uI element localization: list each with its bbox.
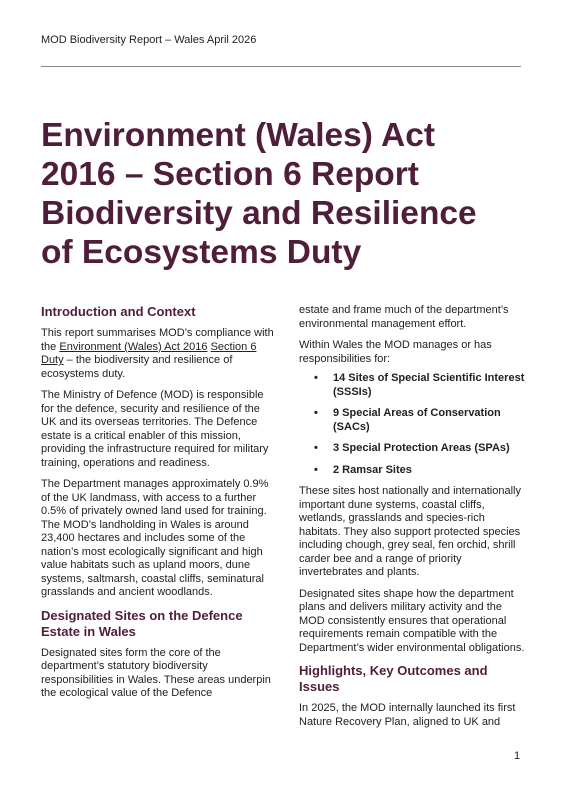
page-title — [41, 116, 531, 272]
title-line: Environment (Wales) Act — [41, 117, 435, 154]
intro-heading: Introduction and Context — [41, 304, 196, 319]
title-line: 2016 – Section 6 Report — [41, 156, 419, 193]
designated-sites-list — [299, 372, 527, 477]
bullet-icon: • — [314, 372, 318, 384]
list-item — [299, 372, 527, 399]
designated-sites-heading: Designated Sites on the Defence Estate in Wales — [41, 607, 243, 639]
bullet-icon: • — [314, 407, 318, 419]
section-6-duty-link[interactable]: Section 6 Duty — [41, 340, 257, 366]
highlights-paragraph: In 2025, the MOD internally launched its first Nature Recovery Plan, aligned to UK and — [299, 702, 516, 728]
mod-responsibility-paragraph: The Ministry of Defence (MOD) is responsible for the defence, security and resilience of the UK and its overseas territories. The Defence estate is a critical enabler of this mission, providing the infrastructure required for military training, operations and readiness. — [41, 389, 269, 469]
list-item — [299, 442, 527, 456]
bullet-icon: • — [314, 463, 318, 476]
designated-sites-paragraph: Designated sites form the core of the department’s statutory biodiversity responsibilities in Wales. These areas underpin the ecological value of the Defence — [41, 646, 271, 699]
landholding-paragraph: The Department manages approximately 0.9% of the UK landmass, with access to a further 0.5% of privately owned land used for training. The MOD’s landholding in Wales is around 23,400 hectares and includes some of the nation’s most ecologically significant and high value habitats such as upland moors, dune systems, saltmarsh, coastal cliffs, seminatural grasslands and ancient woodlands. — [41, 478, 269, 598]
left-column — [41, 304, 277, 701]
right-column — [299, 304, 527, 729]
list-item-text: 3 Special Protection Areas (SPAs) — [333, 442, 510, 454]
bullet-icon: • — [314, 442, 318, 454]
list-item-text: 2 Ramsar Sites — [333, 463, 412, 476]
title-line: of Ecosystems Duty — [41, 234, 362, 271]
habitats-paragraph: These sites host nationally and internationally important dune systems, coastal cliffs, wetlands, grasslands and species-rich habitats. They also support protected species including chough, grey seal, fen orchid, shrill carder bee and a range of priority invertebrates and plants. — [299, 485, 521, 578]
title-line: Biodiversity and Resilience — [41, 195, 477, 232]
list-item-text: 14 Sites of Special Scientific Interest (SSSIs) — [333, 372, 525, 398]
page-number: 1 — [514, 750, 521, 762]
header-divider — [41, 66, 521, 67]
intro-text-start: This report summarises MOD’s compliance with the — [41, 327, 274, 353]
intro-paragraph — [41, 327, 277, 381]
highlights-heading: Highlights, Key Outcomes and Issues — [299, 663, 488, 694]
list-item — [299, 464, 527, 478]
running-header: MOD Biodiversity Report – Wales April 2026 — [41, 34, 257, 46]
list-item-text: 9 Special Areas of Conservation (SACs) — [333, 407, 501, 433]
military-activity-paragraph: Designated sites shape how the department plans and delivers military activity and the MOD consistently ensures that operational requirements remain compatible with the Department’s wider environmental obligations. — [299, 587, 525, 654]
list-item — [299, 407, 527, 434]
act-link[interactable]: Environment (Wales) Act 2016 — [59, 340, 208, 353]
intro-text-end: – the biodiversity and resilience of ecosystems duty. — [41, 354, 233, 380]
estate-paragraph: estate and frame much of the department’s environmental management effort. — [299, 304, 509, 330]
responsibilities-paragraph: Within Wales the MOD manages or has responsibilities for: — [299, 339, 492, 365]
